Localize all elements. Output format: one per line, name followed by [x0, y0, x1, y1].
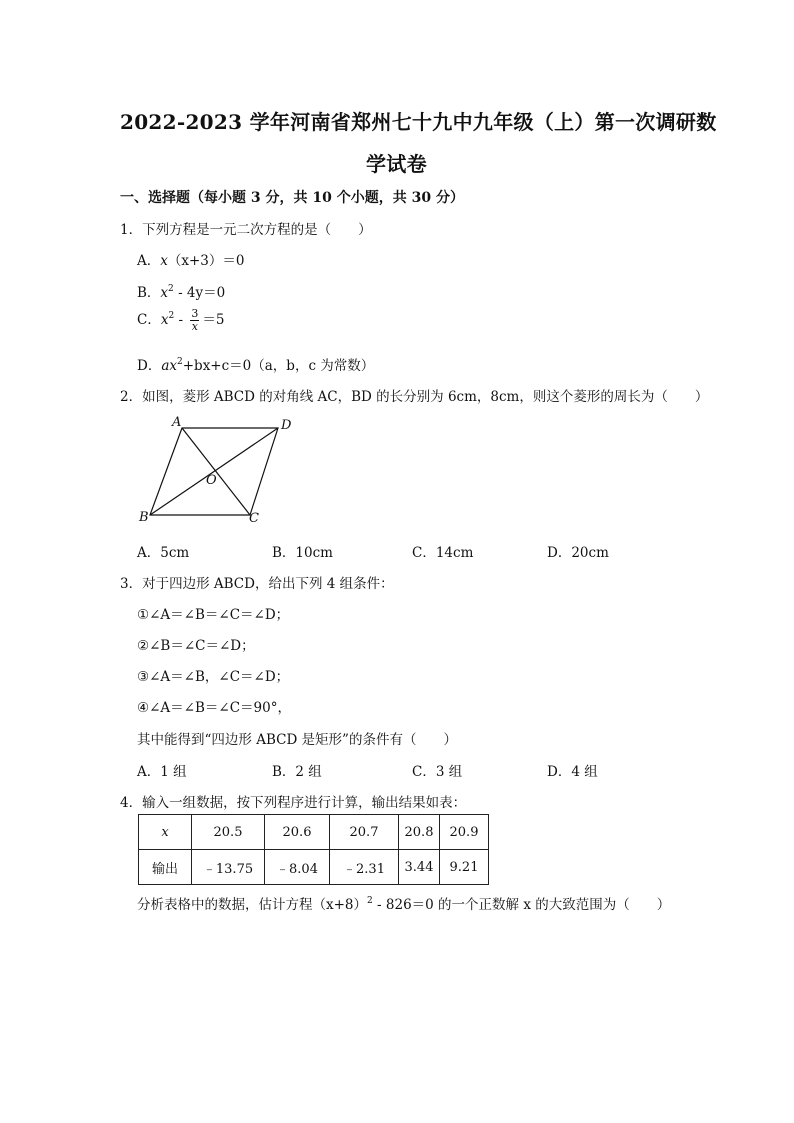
question-2-option-a: A．5cm — [137, 545, 190, 561]
data-table — [138, 814, 489, 885]
vertex-label-d: D — [281, 418, 292, 433]
table-cell: ﹣13.75 — [192, 850, 265, 885]
table-row — [139, 850, 489, 885]
vertex-label-a: A — [172, 415, 182, 430]
question-2-stem: 2．如图，菱形 ABCD 的对角线 AC，BD 的长分别为 6cm，8cm，则这个菱形的周长为（ ） — [120, 389, 709, 405]
question-1-option-a: A．x（x+3）＝0 — [137, 253, 245, 269]
question-1-option-b: B．$x^2 - 4y=0$ — [137, 284, 226, 301]
question-1-option-d: D．$ax^2+bx+c=0(a$，b，c 为常数） — [137, 357, 375, 374]
table-cell: 20.9 — [440, 815, 489, 850]
center-label-o: O — [206, 473, 217, 488]
fraction-3-over-x: $\frac{3}{x}$ — [191, 307, 199, 333]
table-cell: x — [139, 815, 192, 850]
table-cell: 20.5 — [192, 815, 265, 850]
question-4-ask: 分析表格中的数据，估计方程$(x+8)^2 - 826=0$ 的一个正数解 x 的大致范围为（ ） — [137, 896, 671, 913]
table-cell: 20.8 — [399, 815, 440, 850]
diagonal-bd — [150, 428, 278, 515]
table-cell: 3.44 — [399, 850, 440, 885]
table-cell: 9.21 — [440, 850, 489, 885]
table-cell: 输出 — [139, 850, 192, 885]
vertex-label-c: C — [249, 511, 259, 526]
question-4-stem: 4．输入一组数据，按下列程序进行计算，输出结果如表： — [120, 795, 467, 811]
question-3-condition-4: ④∠A＝∠B＝∠C＝90°， — [137, 700, 291, 716]
question-3-option-c: C．3 组 — [412, 764, 463, 780]
question-3-option-a: A．1 组 — [137, 764, 187, 780]
question-2-option-d: D．20cm — [547, 545, 609, 561]
question-3-option-d: D．4 组 — [547, 764, 598, 780]
question-3-option-b: B．2 组 — [272, 764, 322, 780]
table-cell: ﹣2.31 — [330, 850, 399, 885]
question-3-condition-2: ②∠B＝∠C＝∠D； — [137, 638, 255, 654]
vertex-label-b: B — [139, 510, 149, 525]
question-1-option-c: C．$x^2$ - $\frac{3}{x}$ ＝5 — [137, 307, 225, 333]
question-3-ask: 其中能得到“四边形 ABCD 是矩形”的条件有（ ） — [137, 732, 457, 748]
question-3-condition-1: ①∠A＝∠B＝∠C＝∠D； — [137, 607, 290, 623]
table-cell: ﹣8.04 — [265, 850, 330, 885]
table-cell: 20.7 — [330, 815, 399, 850]
table-row — [139, 815, 489, 850]
question-2-option-b: B．10cm — [272, 545, 333, 561]
rhombus-figure — [130, 410, 310, 530]
question-3-condition-3: ③∠A＝∠B，∠C＝∠D； — [137, 669, 290, 685]
question-3-stem: 3．对于四边形 ABCD，给出下列 4 组条件： — [120, 576, 394, 592]
table-cell: 20.6 — [265, 815, 330, 850]
section-heading: 一、选择题（每小题 3 分，共 10 个小题，共 30 分） — [120, 190, 464, 206]
question-2-option-c: C．14cm — [412, 545, 474, 561]
question-1-stem: 1．下列方程是一元二次方程的是（ ） — [120, 222, 372, 238]
diagonal-ac — [182, 428, 250, 515]
page-title-line2: 学试卷 — [366, 152, 427, 176]
page-title-line1: 2022-2023 学年河南省郑州七十九中九年级（上）第一次调研数 — [120, 110, 717, 134]
